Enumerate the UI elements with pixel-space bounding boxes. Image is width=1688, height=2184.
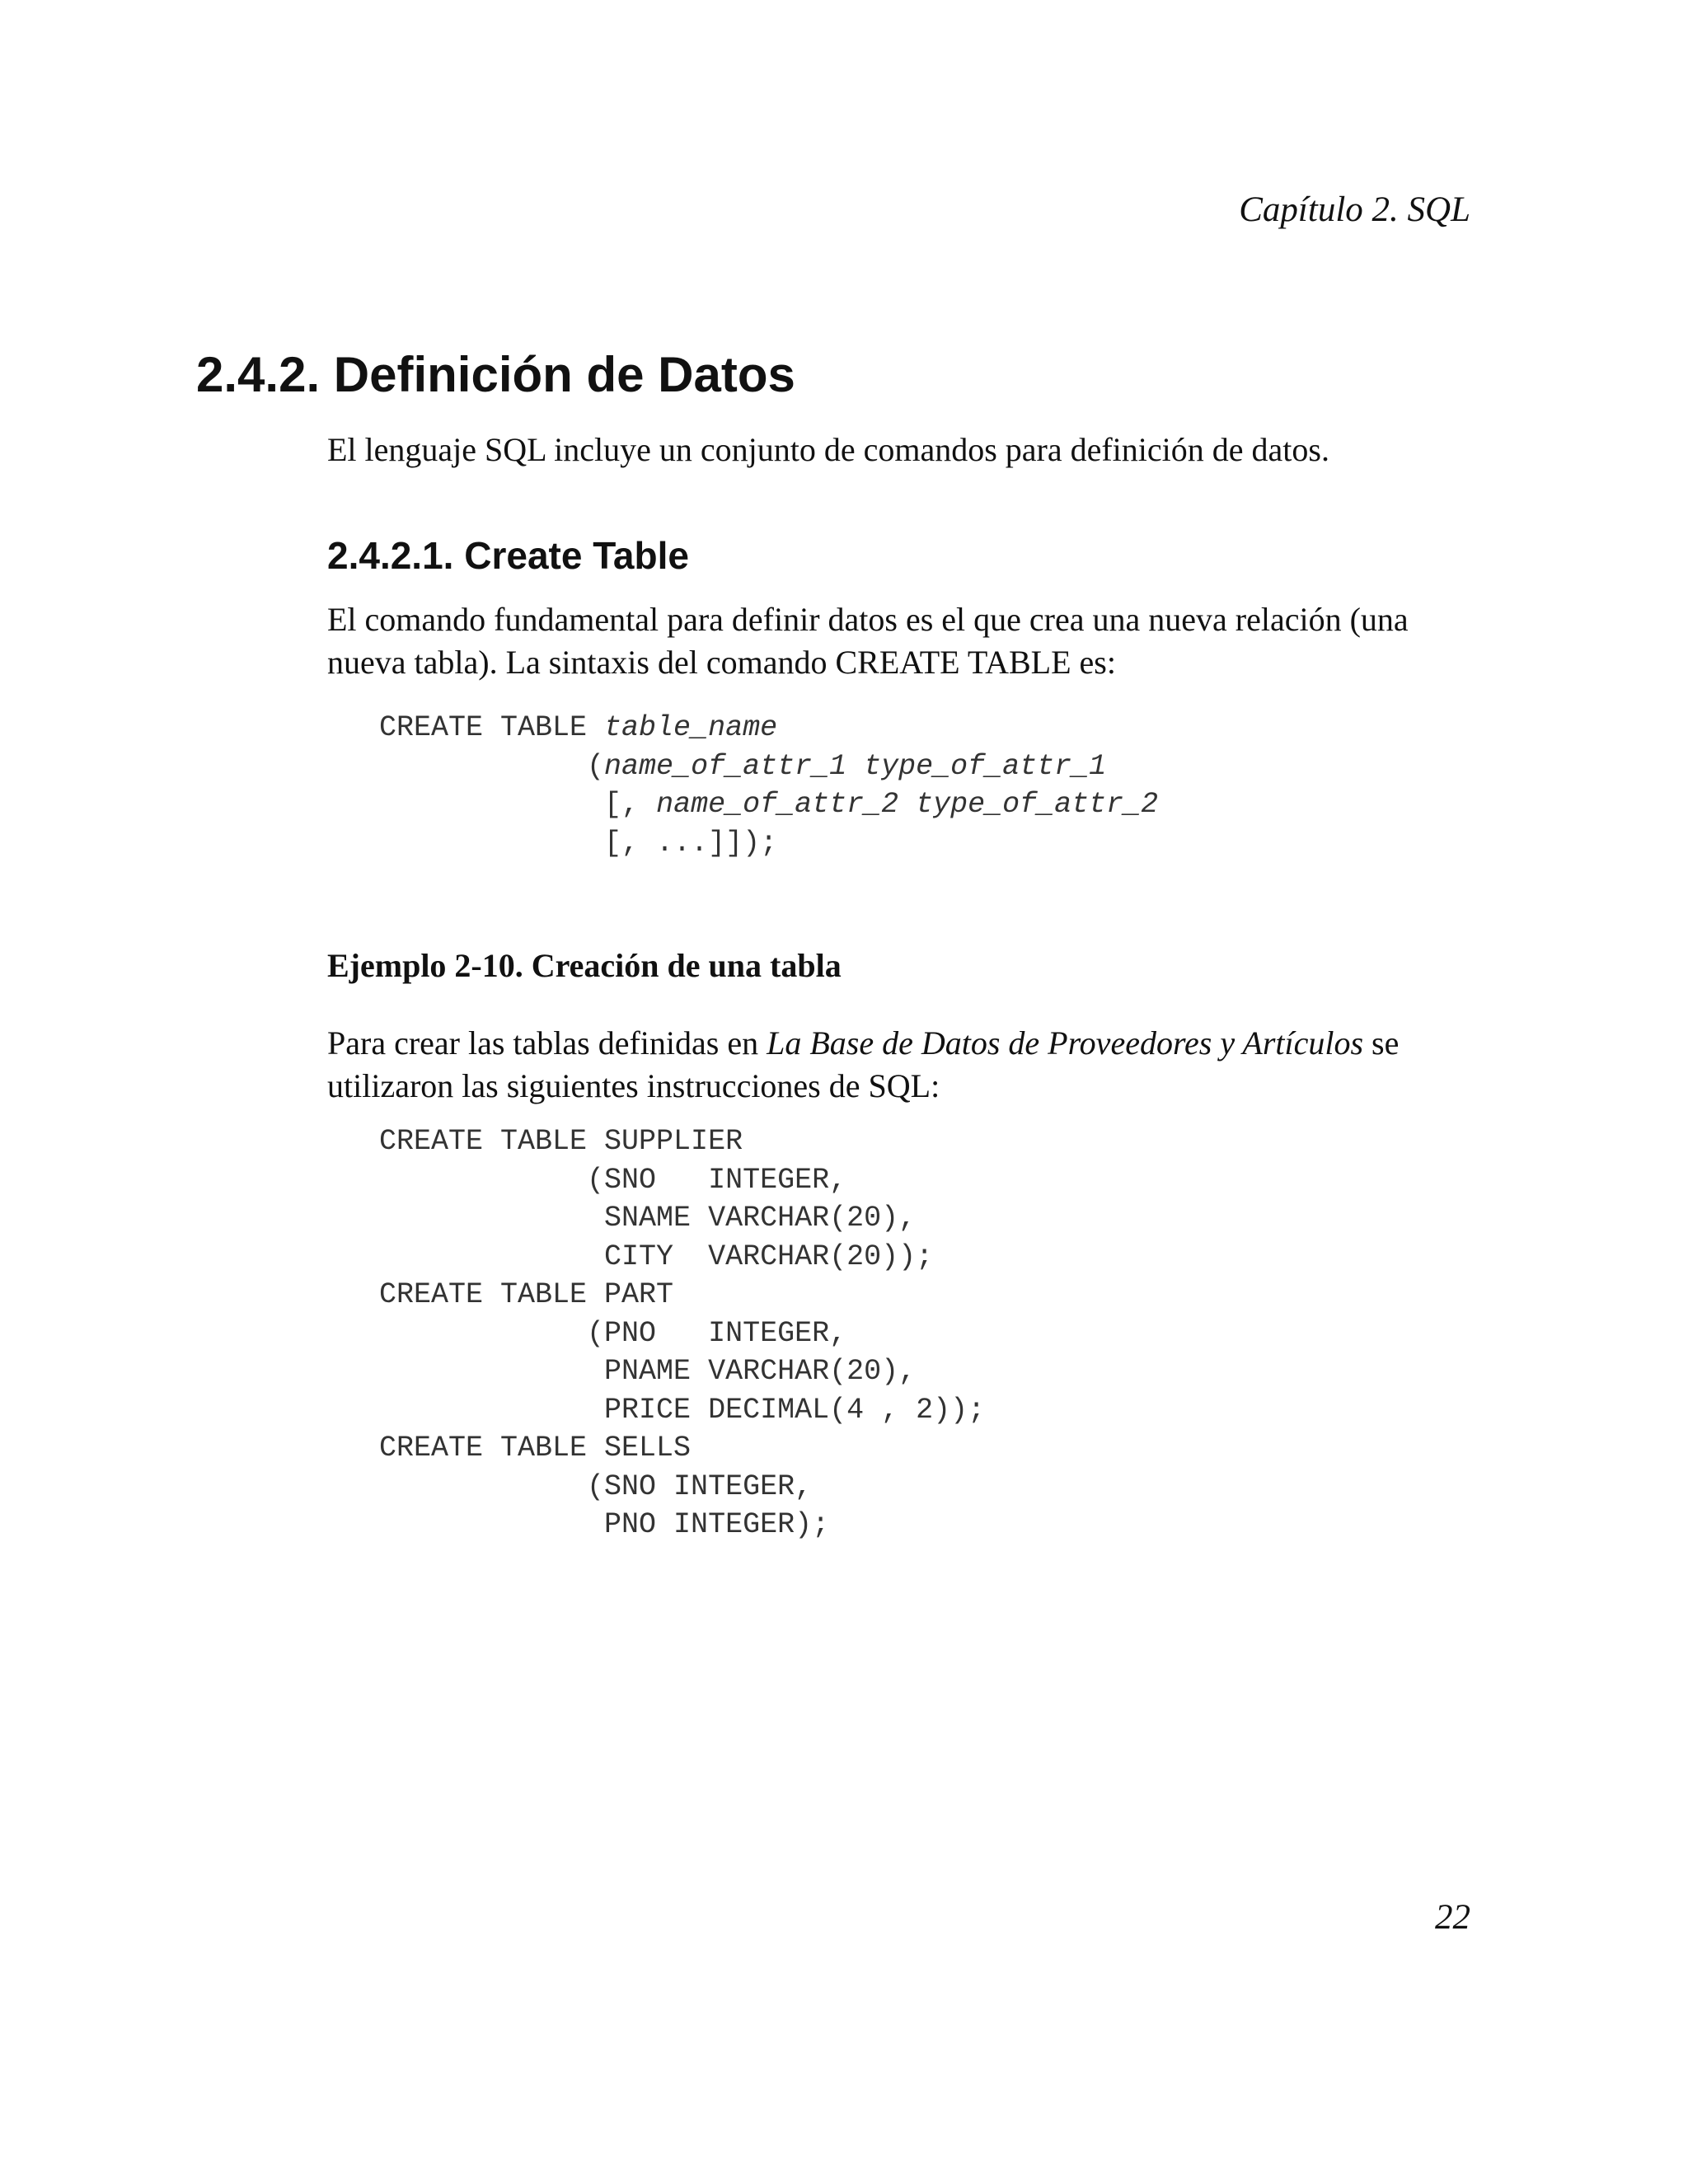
- create-table-paragraph: El comando fundamental para definir datos es el que crea una nueva relación (una nueva tabla). La sintaxis del comando CREATE TABLE es:: [327, 601, 1409, 681]
- example-paragraph: [327, 1022, 1440, 1108]
- syntax-line3-prefix: [,: [604, 788, 640, 821]
- section-intro-paragraph: El lenguaje SQL incluye un conjunto de comandos para definición de datos.: [327, 431, 1329, 468]
- syntax-attr1-name: name_of_attr_1: [604, 749, 847, 783]
- syntax-attr1-type: type_of_attr_1: [864, 749, 1107, 783]
- example-text-after: se utilizaron las siguientes instrucciones de SQL:: [327, 1024, 1400, 1104]
- syntax-attr2-type: type_of_attr_2: [916, 788, 1159, 821]
- example-text-before: Para crear las tablas definidas en: [327, 1024, 767, 1062]
- syntax-keyword: CREATE TABLE: [379, 711, 605, 744]
- page-number: 22: [1435, 1898, 1470, 1937]
- syntax-attr2-name: name_of_attr_2: [656, 788, 899, 821]
- running-header: Capítulo 2. SQL: [1239, 190, 1470, 229]
- syntax-line4: [, ...]]);: [604, 826, 778, 860]
- main-content: [327, 429, 1440, 1544]
- create-table-syntax: [379, 709, 1440, 862]
- example-title: Ejemplo 2-10. Creación de una tabla: [327, 947, 842, 984]
- syntax-space: [846, 750, 864, 783]
- syntax-space: [898, 788, 916, 821]
- subsection-title: 2.4.2.1. Create Table: [327, 534, 689, 577]
- section-title: 2.4.2. Definición de Datos: [196, 347, 795, 402]
- example-book-title: La Base de Datos de Proveedores y Artículos: [767, 1024, 1364, 1062]
- syntax-indent: (: [587, 749, 605, 783]
- example-sql-code: CREATE TABLE SUPPLIER (SNO INTEGER, SNAME VARCHAR(20), CITY VARCHAR(20)); CREATE TABLE PART (PNO INTEGER, PNAME VARCHAR(20), PRICE DECIMAL(4 , 2)); CREATE TABLE SELLS (SNO INTEGER, PNO INTEGER);: [379, 1125, 986, 1541]
- syntax-table-name: table_name: [604, 711, 778, 744]
